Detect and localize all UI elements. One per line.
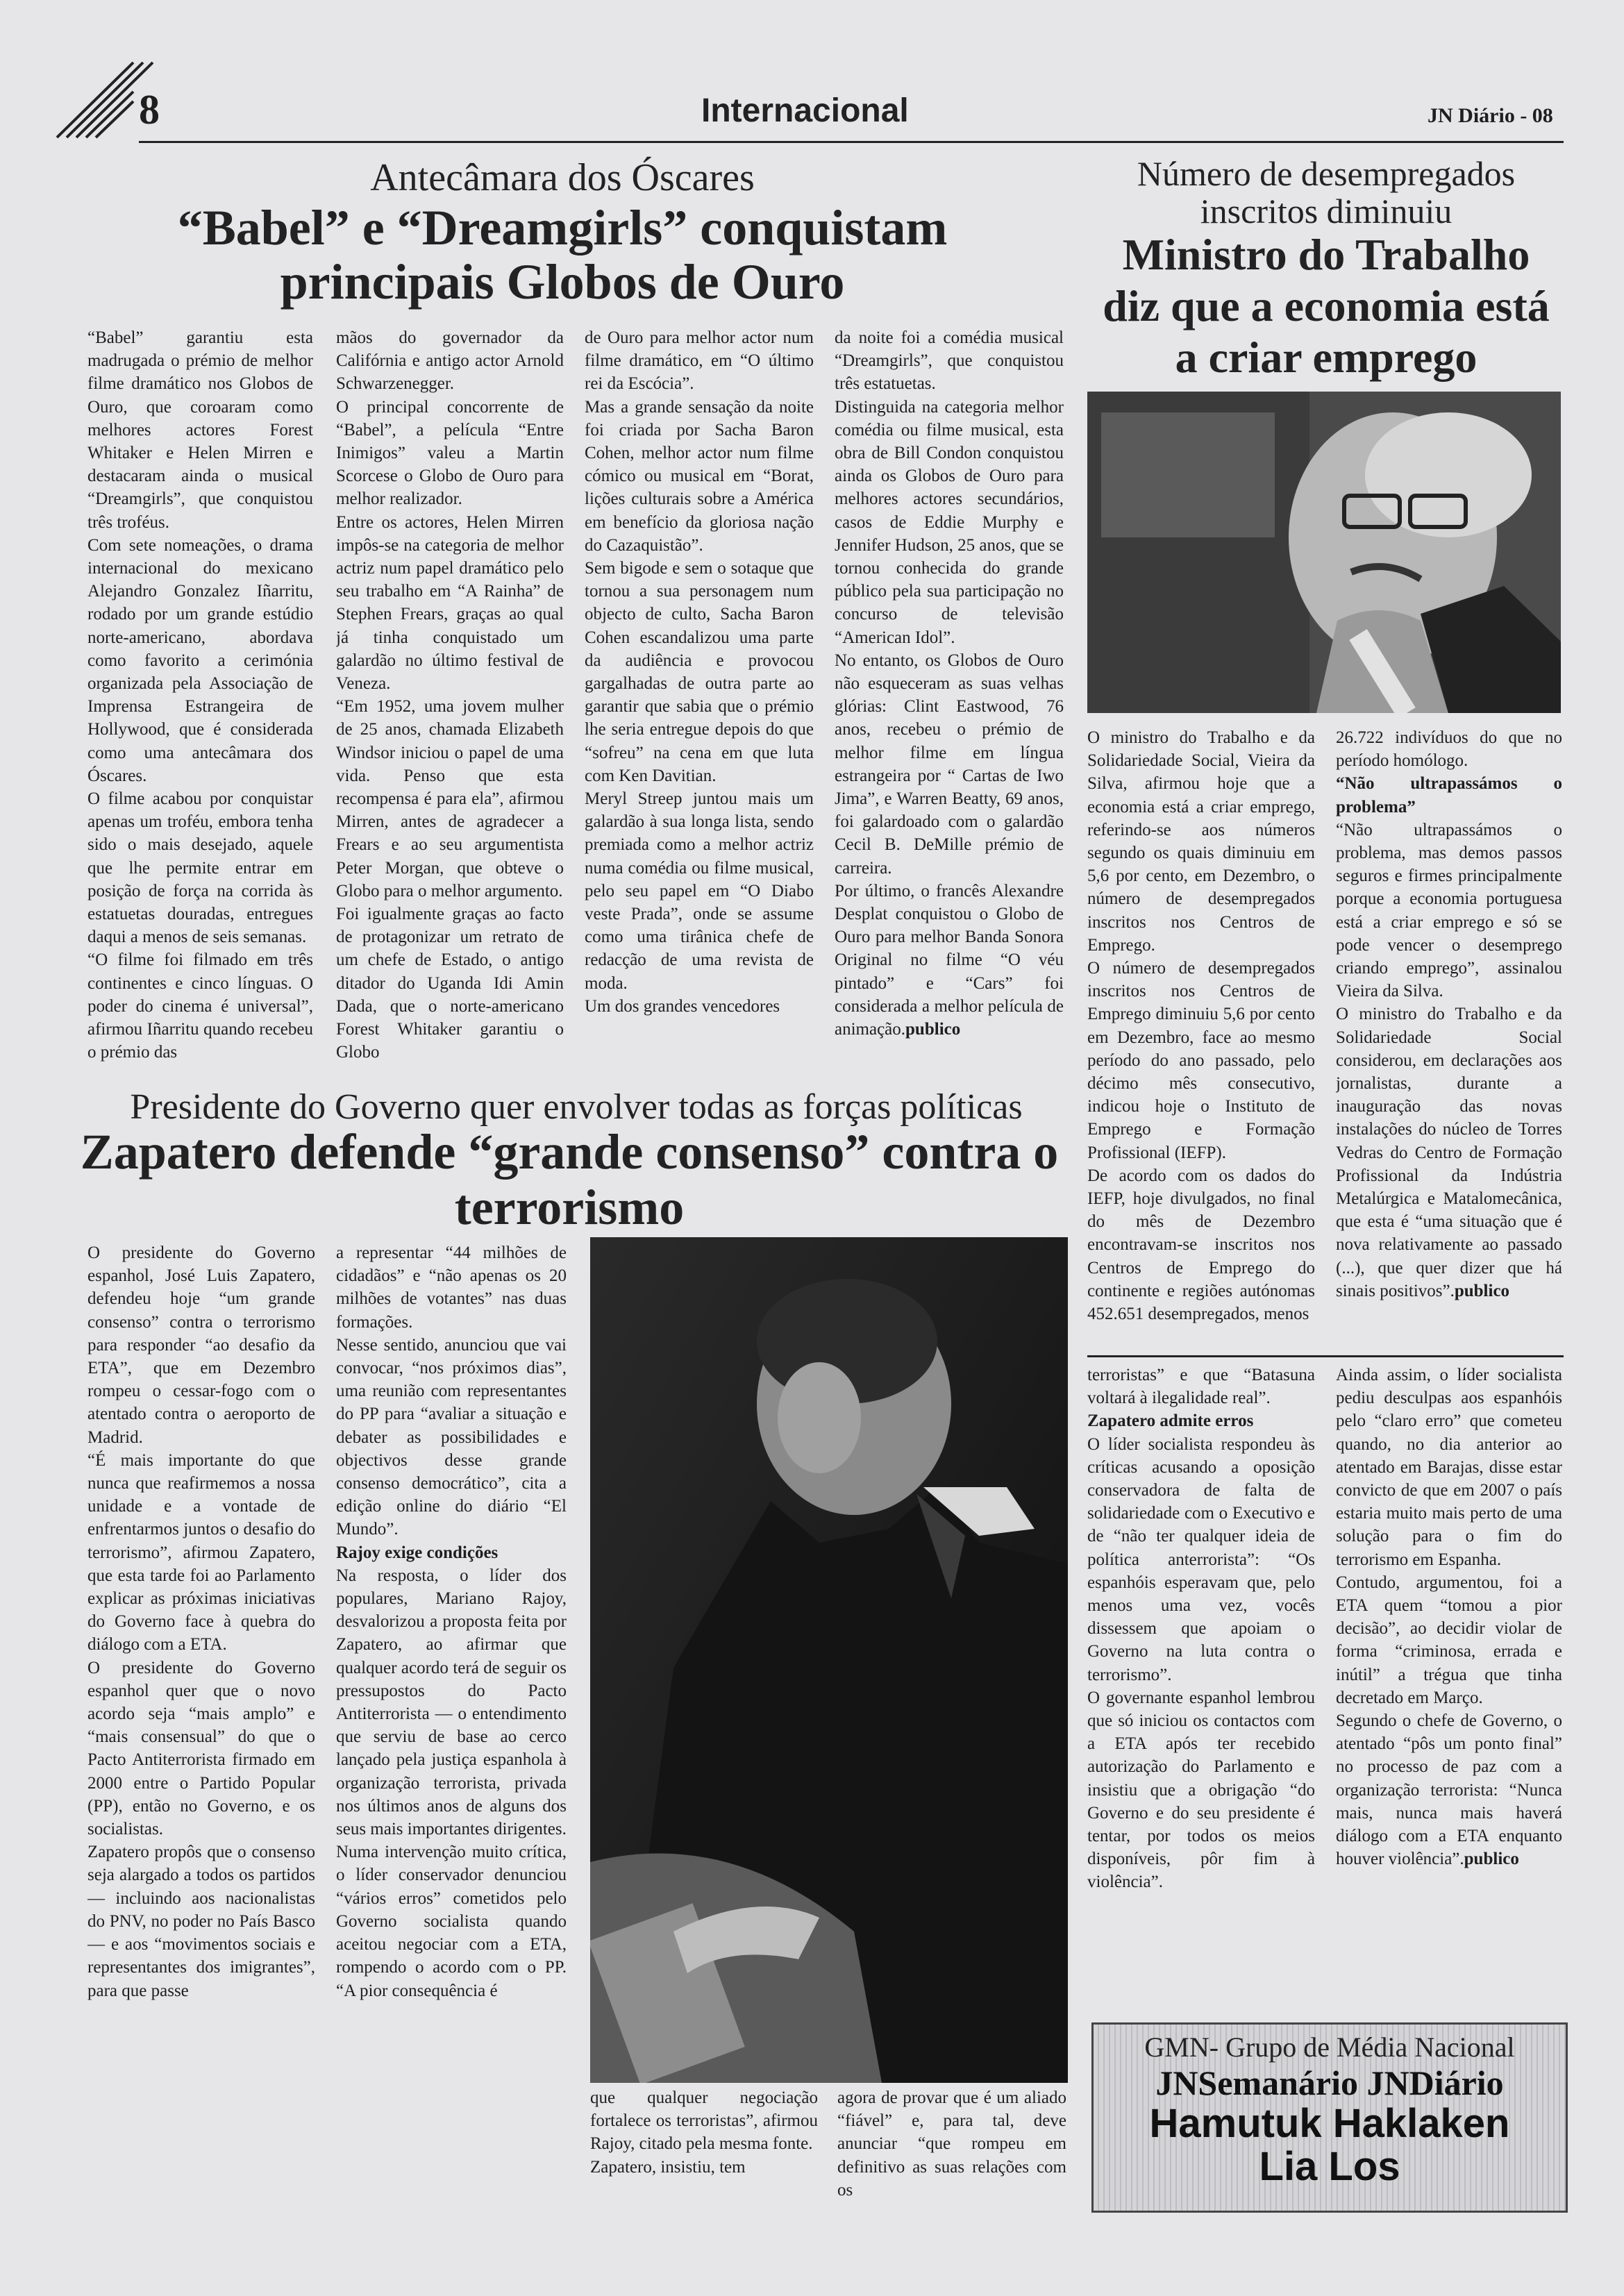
paragraph: a representar “44 milhões de cidadãos” e “não apenas os 20 milhões de votantes” nas duas formações. — [336, 1243, 567, 1332]
article3-column-2 — [336, 1241, 567, 2217]
paragraph: O ministro do Trabalho e da Solidariedade Social, Vieira da Silva, afirmou hoje que a economia está a criar emprego, referindo-se aos números segundo os quais diminuiu em 5,6 por cento, em Dezembro, o número de desempregados inscritos nos Centros de Emprego. — [1087, 728, 1315, 955]
page-number: 8 — [139, 87, 160, 133]
paragraph: 26.722 indivíduos do que no período homólogo. — [1336, 728, 1562, 771]
source-credit: publico — [1454, 1281, 1510, 1300]
paragraph: Distinguida na categoria melhor comédia ou filme musical, esta obra de Bill Condon conquistou ainda os Globos de Ouro para melhores actores secundários, casos de Eddie Murphy e Jennifer Hudson, 25 anos, que se tornou conhecida do grande público pela sua participação no concurso de televisão “American Idol”. — [835, 397, 1064, 647]
article2-subheading: “Não ultrapassámos o problema” — [1336, 774, 1562, 816]
paragraph: Meryl Streep juntou mais um galardão à sua longa lista, sendo premiada como a melhor actriz numa comédia ou filme musical, pelo seu papel em “O Diabo veste Prada”, onde se assume como uma tirânica chefe de redacção de uma revista de moda. — [585, 789, 814, 993]
article3-subheading-rajoy: Rajoy exige condições — [336, 1543, 499, 1562]
paragraph: Zapatero propôs que o consenso seja alargado a todos os partidos — incluindo aos nacionalistas do PNV, no poder no País Basco — e aos “movimentos sociais e representantes dos imigrantes”, para que passe — [87, 1843, 315, 2000]
paragraph: O número de desempregados inscritos nos Centros de Emprego diminuiu 5,6 por cento em Dezembro, face ao mesmo período do ano passado, pelo décimo mês consecutivo, indicou hoje o Instituto de Emprego e Formação Profissional (IEFP). — [1087, 959, 1315, 1162]
header-rule — [139, 141, 1564, 143]
paragraph: “Não ultrapassámos o problema, mas demos passos seguros e firmes principalmente porque a economia portuguesa está a criar emprego e só se pode vencer o desemprego criando emprego”, assinalou Vieira da Silva. — [1336, 820, 1562, 1001]
article2-bottom-rule — [1087, 1355, 1564, 1357]
paragraph: de Ouro para melhor actor num filme dramático, em “O último rei da Escócia”. — [585, 328, 814, 394]
article3-column-3 — [1087, 1364, 1315, 2016]
paragraph-text: Segundo o chefe de Governo, o atentado “pôs um ponto final” no processo de paz com a organização terrorista: “Nunca mais, nunca mais haverá diálogo com a ETA enquanto houver violência”. — [1336, 1711, 1562, 1869]
article1-column-3 — [585, 326, 814, 1097]
paragraph: Com sete nomeações, o drama internacional do mexicano Alejandro Gonzalez Iñarritu, rodado por um grande estúdio norte-americano, abordava como favorito a cerimónia organizada pela Associação de Imprensa Estrangeira de Hollywood, que é considerada como uma antecâmara dos Óscares. — [87, 535, 313, 785]
under-photo-text-right — [837, 2086, 1066, 2218]
article2-headline-line1: Ministro do Trabalho — [1122, 230, 1530, 279]
paragraph: Um dos grandes vencedores — [585, 996, 780, 1016]
paragraph: terroristas” e que “Batasuna voltará à ilegalidade real”. — [1087, 1366, 1315, 1408]
article2-kicker-line2: inscritos diminuiu — [1200, 192, 1453, 231]
ad-line-lialos: Lia Los — [1259, 2144, 1400, 2189]
under-photo-text-left — [590, 2086, 818, 2218]
article3-headline-line2: terrorismo — [454, 1180, 685, 1235]
paragraph: Sem bigode e sem o sotaque que tornou a sua personagem num objecto de culto, Sacha Baron Cohen escandalizou uma parte da audiência e provocou gargalhadas de outra parte ao garantir que sabia que o prémio lhe seria entregue depois do que “sofreu” na cena em que luta com Ken Davitian. — [585, 559, 814, 785]
paragraph: O filme acabou por conquistar apenas um troféu, embora tenha sido o mais desejado, aquele que lhe permite entrar em posição de força na corrida às estatuetas douradas, entregues daqui a menos de seis semanas. — [87, 789, 313, 947]
minister-portrait-image — [1087, 392, 1561, 713]
article1-column-1 — [87, 326, 313, 1097]
article3-column-4 — [1336, 1364, 1562, 2016]
paragraph: Mas a grande sensação da noite foi criada por Sacha Baron Cohen, melhor actor num filme cómico ou musical em “Borat, lições culturais sobre a América em benefício da gloriosa nação do Cazaquistão”. — [585, 397, 814, 555]
article2-column-2 — [1336, 726, 1562, 1351]
paragraph: Contudo, argumentou, foi a ETA quem “tomou a pior decisão”, ao decidir violar de forma “criminosa, errada e inútil” a trégua que tinha decretado em Março. — [1336, 1573, 1562, 1707]
paragraph: O líder socialista respondeu às críticas acusando a oposição conservadora de falta de solidariedade com o Executivo e de “não ter qualquer ideia de política anterrorista”: “Os espanhóis esperavam que, pelo menos uma vez, vocês dissessem que apoiam o Governo na luta contra o terrorismo”. — [1087, 1434, 1315, 1684]
paragraph: que qualquer negociação fortalece os terroristas”, afirmou Rajoy, citado pela mesma fonte. Zapatero, insistiu, tem — [590, 2088, 818, 2177]
paragraph: “Em 1952, uma jovem mulher de 25 anos, chamada Elizabeth Windsor iniciou o papel de uma vida. Penso que esta recompensa é para ela”, afirmou Mirren, antes de agradecer a Frears e ao seu argumentista Peter Morgan, que obteve o Globo para o melhor argumento. — [336, 697, 564, 900]
article3-column-1 — [87, 1241, 315, 2217]
article1-kicker: Antecâmara dos Óscares — [370, 156, 755, 199]
article2-headline-line2: diz que a economia está — [1103, 281, 1550, 330]
ad-line-papers: JNSemanário JNDiário — [1155, 2063, 1504, 2102]
ad-line-hamutuk: Hamutuk Haklaken — [1149, 2101, 1510, 2146]
paragraph: Na resposta, o líder dos populares, Mariano Rajoy, desvalorizou a proposta feita por Zapatero, ao afirmar que qualquer acordo terá de seguir os pressupostos do Pacto Antiterrorista — o entendimento que serviu de base ao cerco lançado pela justiça espanhola à organização terrorista, privada nos últimos anos de alguns dos seus mais importantes dirigentes. — [336, 1566, 567, 1839]
paragraph: Nesse sentido, anunciou que vai convocar, “nos próximos dias”, uma reunião com representantes do PP para “avaliar a situação e debater as possibilidades e objectivos desse grande consenso democrático”, cita a edição online do diário “El Mundo”. — [336, 1335, 567, 1539]
paragraph: O presidente do Governo espanhol, José Luis Zapatero, defendeu hoje “um grande consenso” contra o terrorismo para responder “ao desafio da ETA”, que em Dezembro rompeu o cessar-fogo com o atentado contra o aeroporto de Madrid. — [87, 1243, 315, 1447]
minister-photo — [1087, 392, 1561, 713]
paragraph: Ainda assim, o líder socialista pediu desculpas aos espanhóis pelo “claro erro” que cometeu quando, no dia anterior ao atentado em Barajas, disse estar convicto de que em 2007 o país estaria muito mais perto de uma solução para o fim do terrorismo em Espanha. — [1336, 1366, 1562, 1569]
article2-kicker-line1: Número de desempregados — [1137, 154, 1516, 193]
paragraph: mãos do governador da Califórnia e antigo actor Arnold Schwarzenegger. — [336, 328, 564, 394]
article2-headline-line3: a criar emprego — [1175, 333, 1477, 382]
article1-headline-line1: “Babel” e “Dreamgirls” conquistam — [177, 200, 948, 255]
article1-column-2 — [336, 326, 564, 1097]
zapatero-photo — [590, 1237, 1068, 2083]
source-credit: publico — [905, 1020, 961, 1039]
article3-subheading-erros: Zapatero admite erros — [1087, 1411, 1254, 1431]
paragraph: O presidente do Governo espanhol quer que o novo acordo seja “mais amplo” e “mais consensual” do que o Pacto Antiterrorista firmado em 2000 entre o Partido Popular (PP), então no Governo, e os socialistas. — [87, 1658, 315, 1839]
paragraph: Foi igualmente graças ao facto de protagonizar um retrato de um chefe de Estado, o antigo ditador do Uganda Idi Amin Dada, que o norte-americano Forest Whitaker garantiu o Globo — [336, 905, 564, 1062]
article2-column-1 — [1087, 726, 1315, 1351]
section-title: Internacional — [701, 92, 909, 129]
zapatero-speaking-image — [590, 1237, 1068, 2083]
paragraph: No entanto, os Globos de Ouro não esqueceram as suas velhas glórias: Clint Eastwood, 76 anos, recebeu o prémio de melhor filme em língua estrangeira por “ Cartas de Iwo Jima”, e Warren Beatty, 69 anos, foi galardoado com o galardão Cecil B. DeMille prémio de carreira. — [835, 651, 1064, 878]
paragraph-text: Por último, o francês Alexandre Desplat conquistou o Globo de Ouro para melhor Banda Sonora Original no filme “O véu pintado” e “Cars” foi considerada a melhor película de animação. — [835, 881, 1064, 1039]
paragraph: O governante espanhol lembrou que só iniciou os contactos com a ETA após ter recebido autorização do Parlamento e insistiu que a obrigação “do Governo e do seu presidente é tentar, por todos os meios disponíveis, pôr fim à violência”. — [1087, 1688, 1315, 1892]
paragraph — [1336, 1709, 1562, 1870]
paragraph: “O filme foi filmado em três continentes e cinco línguas. O poder do cinema é universal”, afirmou Iñarritu quando recebeu o prémio das — [87, 950, 313, 1062]
article3-kicker: Presidente do Governo quer envolver todas as forças políticas — [130, 1087, 1023, 1127]
ad-line-group: GMN- Grupo de Média Nacional — [1144, 2031, 1515, 2063]
article1-headline-line2: principais Globos de Ouro — [280, 254, 845, 310]
paragraph: Numa intervenção muito crítica, o líder conservador denunciou “vários erros” cometidos pelo Governo socialista quando aceitou negociar com a ETA, rompendo o acordo com o PP. “A pior consequência é — [336, 1843, 567, 2000]
paragraph: Entre os actores, Helen Mirren impôs-se na categoria de melhor actriz num papel dramático pelo seu trabalho em “A Rainha” de Stephen Frears, graças ao qual já tinha conquistado um galardão no último festival de Veneza. — [336, 512, 564, 694]
article1-column-4 — [835, 326, 1064, 1097]
article3-headline-line1: Zapatero defende “grande consenso” contra o — [80, 1124, 1059, 1180]
paragraph — [1336, 1003, 1562, 1302]
source-credit: publico — [1464, 1850, 1519, 1869]
paragraph: O principal concorrente de “Babel”, a película “Entre Inimigos” valeu a Martin Scorcese o Globo de Ouro para melhor realizador. — [336, 397, 564, 509]
paragraph — [835, 880, 1064, 1041]
gmn-advertisement — [1091, 2022, 1568, 2213]
paragraph: da noite foi a comédia musical “Dreamgirls”, que conquistou três estatuetas. — [835, 328, 1064, 394]
paragraph: “É mais importante do que nunca que reafirmemos a nossa unidade e a vontade de enfrentarmos juntos o desafio do terrorismo”, afirmou Zapatero, que esta tarde foi ao Parlamento explicar as próximas iniciativas do Governo face à quebra do diálogo com a ETA. — [87, 1450, 315, 1654]
issue-label: JN Diário - 08 — [1428, 104, 1553, 127]
paragraph: agora de provar que é um aliado “fiável” e, para tal, deve anunciar “que rompeu em definitivo as suas relações com os — [837, 2088, 1066, 2199]
paragraph: De acordo com os dados do IEFP, hoje divulgados, no final do mês de Dezembro encontravam-se inscritos nos Centros de Emprego do continente e regiões autónomas 452.651 desempregados, menos — [1087, 1166, 1315, 1324]
paragraph-text: O ministro do Trabalho e da Solidariedade Social considerou, em declarações aos jornalistas, durante a inauguração das novas instalações do núcleo de Torres Vedras do Centro de Formação Profissional da Indústria Metalúrgica e Matalomecânica, que esta é “uma situação que é nova relativamente ao passado (...), que quer dizer que há sinais positivos”. — [1336, 1005, 1562, 1300]
paragraph: “Babel” garantiu esta madrugada o prémio de melhor filme dramático nos Globos de Ouro, que coroaram como melhores actores Forest Whitaker e Helen Mirren e destacaram ainda o musical “Dreamgirls”, que conquistou três troféus. — [87, 328, 313, 532]
